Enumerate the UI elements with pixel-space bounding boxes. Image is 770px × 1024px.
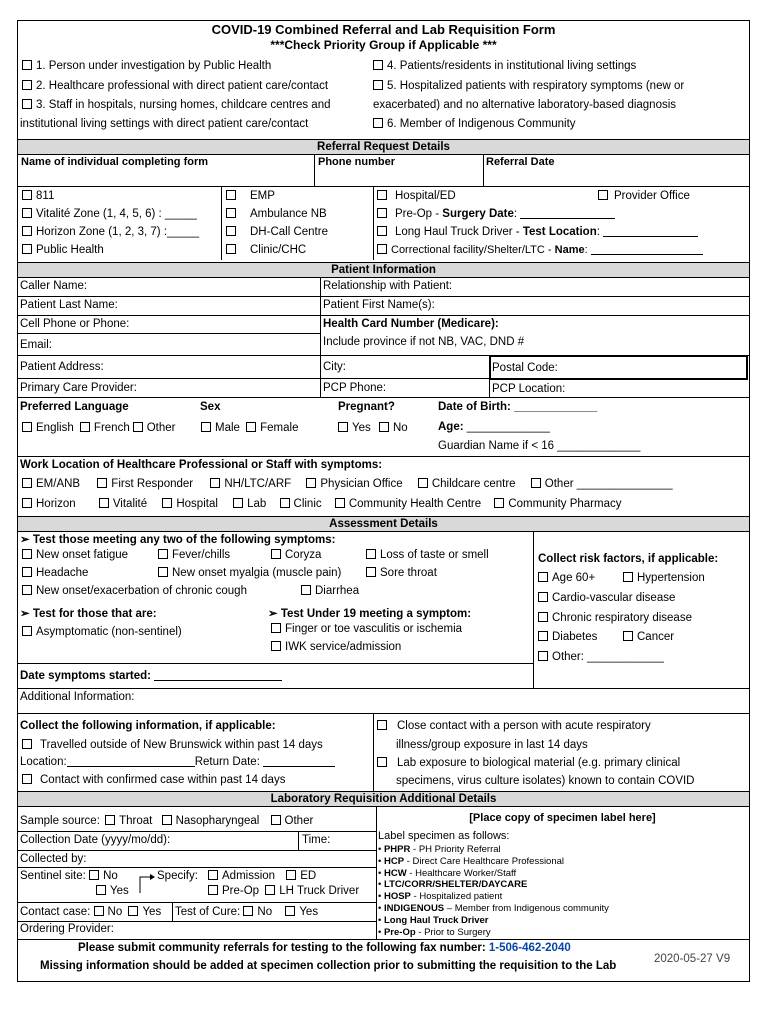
bracket-arrow-icon xyxy=(138,873,158,895)
caller-name[interactable]: Caller Name: xyxy=(20,280,88,292)
arrow-icon: ➢ xyxy=(268,608,281,620)
checkbox[interactable] xyxy=(301,585,311,595)
postal-code: Postal Code: xyxy=(492,362,558,374)
checkbox[interactable] xyxy=(94,906,104,916)
collected-by[interactable]: Collected by: xyxy=(20,853,87,865)
priority-3-cont: institutional living settings with direct patient care/contact xyxy=(20,118,309,130)
checkbox[interactable] xyxy=(89,870,99,880)
checkbox[interactable] xyxy=(97,478,107,488)
checkbox[interactable] xyxy=(379,422,389,432)
checkbox[interactable] xyxy=(22,585,32,595)
symptom-fever[interactable]: Fever/chills xyxy=(158,549,230,561)
label-list xyxy=(378,844,609,938)
version: 2020-05-27 V9 xyxy=(654,953,731,965)
close-contact-cont: illness/group exposure in last 14 days xyxy=(396,739,588,751)
risk-respiratory[interactable]: Chronic respiratory disease xyxy=(538,612,692,624)
ref-preop[interactable]: Pre-Op - Surgery Date: xyxy=(377,208,615,220)
arrow-icon: ➢ xyxy=(20,534,33,546)
ref-811[interactable]: 811 xyxy=(22,190,54,202)
additional-info[interactable]: Additional Information: xyxy=(20,691,135,703)
contact-confirmed[interactable]: Contact with confirmed case within past 14 days xyxy=(22,774,285,786)
checkbox[interactable] xyxy=(623,631,633,641)
risk-age[interactable]: Age 60+ xyxy=(538,572,595,584)
specify-label: Specify: xyxy=(157,870,198,882)
checkbox[interactable] xyxy=(210,478,220,488)
priority-4[interactable]: 4. Patients/residents in institutional living settings xyxy=(373,60,636,72)
priority-5[interactable]: 5. Hospitalized patients with respiratory symptoms (new or xyxy=(373,80,684,92)
ref-haul[interactable]: Long Haul Truck Driver - Test Location: xyxy=(377,226,698,238)
collection-time[interactable]: Time: xyxy=(302,834,331,846)
checkbox[interactable] xyxy=(538,592,548,602)
checkbox[interactable] xyxy=(80,422,90,432)
checkbox[interactable] xyxy=(286,870,296,880)
priority-3[interactable]: 3. Staff in hospitals, nursing homes, childcare centres and xyxy=(22,99,330,111)
travelled[interactable]: Travelled outside of New Brunswick within past 14 days xyxy=(22,739,323,751)
checkbox[interactable] xyxy=(22,244,32,254)
sentinel-site[interactable]: Sentinel site: No xyxy=(20,870,118,882)
relationship[interactable]: Relationship with Patient: xyxy=(323,280,453,292)
patient-last-name[interactable]: Patient Last Name: xyxy=(20,299,118,311)
pcp-phone[interactable]: PCP Phone: xyxy=(323,382,387,394)
assessment-header: Assessment Details xyxy=(18,516,749,532)
checkbox[interactable] xyxy=(246,422,256,432)
label-item: • Pre-Op - Prior to Surgery xyxy=(378,926,491,938)
checkbox[interactable] xyxy=(366,567,376,577)
checkbox[interactable] xyxy=(373,60,383,70)
ordering-provider[interactable]: Ordering Provider: xyxy=(20,923,114,935)
patient-address[interactable]: Patient Address: xyxy=(20,361,104,373)
pregnant-label: Pregnant? xyxy=(338,401,395,413)
lab-header: Laboratory Requisition Additional Details xyxy=(18,791,749,807)
checkbox[interactable] xyxy=(22,549,32,559)
checkbox[interactable] xyxy=(22,60,32,70)
specify-row-1[interactable]: Admission ED xyxy=(208,870,316,882)
close-contact[interactable]: Close contact with a person with acute respiratory xyxy=(377,720,651,732)
checkbox[interactable] xyxy=(271,641,281,651)
checkbox[interactable] xyxy=(377,244,387,254)
contact-case[interactable]: Contact case: No Yes xyxy=(20,906,162,918)
priority-5-cont: exacerbated) and no alternative laboratory-based diagnosis xyxy=(373,99,677,111)
checkbox[interactable] xyxy=(366,549,376,559)
pregnant-options[interactable]: Yes No xyxy=(338,422,408,434)
form xyxy=(17,20,750,982)
work-row-2[interactable]: Horizon Vitalité Hospital Lab Clinic Community Health Centre Community Pharmacy xyxy=(22,498,621,510)
checkbox[interactable] xyxy=(265,885,275,895)
checkbox[interactable] xyxy=(22,626,32,636)
patient-header: Patient Information xyxy=(18,262,749,278)
ref-emp[interactable]: EMP xyxy=(226,190,275,202)
label-item: • HOSP - Hospitalized patient xyxy=(378,891,503,903)
checkbox[interactable] xyxy=(280,498,290,508)
work-location-header: Work Location of Healthcare Professional or Staff with symptoms: xyxy=(20,459,383,471)
sentinel-yes[interactable]: Yes xyxy=(96,885,129,897)
checkbox[interactable] xyxy=(377,226,387,236)
collection-date[interactable]: Collection Date (yyyy/mo/dd): xyxy=(20,834,171,846)
checkbox[interactable] xyxy=(233,498,243,508)
symptom-myalgia[interactable]: New onset myalgia (muscle pain) xyxy=(158,567,341,579)
age-field[interactable]: Age: _____________ xyxy=(438,421,550,433)
checkbox[interactable] xyxy=(335,498,345,508)
patient-first-name[interactable]: Patient First Name(s): xyxy=(323,299,435,311)
label-item: • LTC/CORR/SHELTER/DAYCARE xyxy=(378,879,528,891)
checkbox[interactable] xyxy=(99,498,109,508)
checkbox[interactable] xyxy=(158,567,168,577)
checkbox[interactable] xyxy=(377,757,387,767)
fax-link[interactable]: 1-506-462-2040 xyxy=(488,942,571,954)
checkbox[interactable] xyxy=(226,226,236,236)
checkbox[interactable] xyxy=(96,885,106,895)
cell-phone[interactable]: Cell Phone or Phone: xyxy=(20,318,130,330)
lang-options[interactable]: English French Other xyxy=(22,422,175,434)
collect-header: Collect the following information, if applicable: xyxy=(20,720,276,732)
checkbox[interactable] xyxy=(22,739,32,749)
sex-options[interactable]: Male Female xyxy=(201,422,299,434)
label-item: • INDIGENOUS – Member from Indigenous community xyxy=(378,902,609,914)
ref-horizon[interactable]: Horizon Zone (1, 2, 3, 7) :_____ xyxy=(22,226,199,238)
footer-fax-line: Please submit community referrals for testing to the following fax number: 1-506-462-2040 xyxy=(78,942,571,954)
ref-ambulance[interactable]: Ambulance NB xyxy=(226,208,327,220)
checkbox[interactable] xyxy=(306,478,316,488)
checkbox[interactable] xyxy=(538,631,548,641)
checkbox[interactable] xyxy=(226,208,236,218)
checkbox[interactable] xyxy=(22,478,32,488)
iwk-service[interactable]: IWK service/admission xyxy=(271,641,401,653)
checkbox[interactable] xyxy=(377,208,387,218)
symptom-diarrhea[interactable]: Diarrhea xyxy=(301,585,359,597)
checkbox[interactable] xyxy=(623,572,633,582)
name-label: Name of individual completing form xyxy=(21,156,209,168)
checkbox[interactable] xyxy=(285,906,295,916)
ref-correctional[interactable]: Correctional facility/Shelter/LTC - Name: xyxy=(377,244,703,256)
checkbox[interactable] xyxy=(105,815,115,825)
referral-header: Referral Request Details xyxy=(18,139,749,155)
pcp-location[interactable]: PCP Location: xyxy=(492,383,566,395)
lab-exposure[interactable]: Lab exposure to biological material (e.g. primary clinical xyxy=(377,757,680,769)
arrow-icon: ➢ xyxy=(20,608,33,620)
label-as: Label specimen as follows: xyxy=(378,830,510,842)
risk-header: Collect risk factors, if applicable: xyxy=(538,553,719,565)
checkbox[interactable] xyxy=(373,118,383,128)
lab-exposure-cont: specimens, virus culture isolates) known to contain COVID xyxy=(396,775,695,787)
risk-other[interactable]: Other: ____________ xyxy=(538,651,664,663)
checkbox[interactable] xyxy=(494,498,504,508)
phone-label: Phone number xyxy=(318,156,396,168)
priority-header: ***Check Priority Group if Applicable *** xyxy=(270,38,497,52)
checkbox[interactable] xyxy=(22,80,32,90)
checkbox[interactable] xyxy=(208,885,218,895)
work-row-1[interactable]: EM/ANB First Responder NH/LTC/ARF Physician Office Childcare centre Other _______________ xyxy=(22,478,673,490)
priority-1[interactable]: 1. Person under investigation by Public Health xyxy=(22,60,271,72)
checkbox[interactable] xyxy=(271,815,281,825)
checkbox[interactable] xyxy=(162,498,172,508)
checkbox[interactable] xyxy=(377,190,387,200)
two-symptoms-header: ➢ Test those meeting any two of the following symptoms: xyxy=(20,534,336,546)
test-are-header: ➢ Test for those that are: xyxy=(20,608,157,620)
place-copy: [Place copy of specimen label here] xyxy=(469,812,656,824)
ref-vitalite[interactable]: Vitalité Zone (1, 4, 5, 6) : _____ xyxy=(22,208,197,220)
risk-cancer[interactable]: Cancer xyxy=(623,631,674,643)
referral-date-label: Referral Date xyxy=(486,156,555,168)
checkbox[interactable] xyxy=(271,623,281,633)
sex-label: Sex xyxy=(200,401,221,413)
checkbox[interactable] xyxy=(158,549,168,559)
checkbox[interactable] xyxy=(598,190,608,200)
email[interactable]: Email: xyxy=(20,339,52,351)
label-item: • PHPR - PH Priority Referral xyxy=(378,844,501,855)
symptom-fatigue[interactable]: New onset fatigue xyxy=(22,549,128,561)
ref-public-health[interactable]: Public Health xyxy=(22,244,104,256)
location-return[interactable]: Location: Return Date: xyxy=(20,756,335,768)
symptom-headache[interactable]: Headache xyxy=(22,567,88,579)
checkbox[interactable] xyxy=(338,422,348,432)
label-item: • HCW - Healthcare Worker/Staff xyxy=(378,867,517,879)
priority-6[interactable]: 6. Member of Indigenous Community xyxy=(373,118,576,130)
checkbox[interactable] xyxy=(22,567,32,577)
form-title: COVID-19 Combined Referral and Lab Requisition Form xyxy=(211,22,556,37)
checkbox[interactable] xyxy=(22,208,32,218)
asymptomatic[interactable]: Asymptomatic (non-sentinel) xyxy=(22,626,182,638)
health-card[interactable]: Health Card Number (Medicare): xyxy=(323,318,499,330)
checkbox[interactable] xyxy=(418,478,428,488)
checkbox[interactable] xyxy=(22,190,32,200)
guardian-name[interactable]: Guardian Name if < 16 _____________ xyxy=(438,440,641,452)
checkbox[interactable] xyxy=(22,774,32,784)
checkbox[interactable] xyxy=(128,906,138,916)
test-of-cure[interactable]: Test of Cure: No Yes xyxy=(175,906,319,918)
ref-provider-office[interactable]: Provider Office xyxy=(598,190,690,202)
city[interactable]: City: xyxy=(323,361,346,373)
ref-dh-call[interactable]: DH-Call Centre xyxy=(226,226,328,238)
checkbox[interactable] xyxy=(22,99,32,109)
checkbox[interactable] xyxy=(271,549,281,559)
checkbox[interactable] xyxy=(201,422,211,432)
risk-cardio[interactable]: Cardio-vascular disease xyxy=(538,592,675,604)
checkbox[interactable] xyxy=(243,906,253,916)
checkbox[interactable] xyxy=(22,422,32,432)
symptom-coryza[interactable]: Coryza xyxy=(271,549,321,561)
priority-2[interactable]: 2. Healthcare professional with direct patient care/contact xyxy=(22,80,328,92)
date-symptoms-started[interactable]: Date symptoms started: xyxy=(20,670,282,682)
checkbox[interactable] xyxy=(531,478,541,488)
date-of-birth[interactable]: Date of Birth: _____________ xyxy=(438,401,598,413)
symptom-cough[interactable]: New onset/exacerbation of chronic cough xyxy=(22,585,247,597)
checkbox[interactable] xyxy=(208,870,218,880)
checkbox[interactable] xyxy=(538,612,548,622)
footer-missing-info: Missing information should be added at specimen collection prior to submitting the requisition to the Lab xyxy=(40,960,617,972)
risk-hypertension[interactable]: Hypertension xyxy=(623,572,705,584)
ref-clinic[interactable]: Clinic/CHC xyxy=(226,244,306,256)
symptom-taste[interactable]: Loss of taste or smell xyxy=(366,549,489,561)
checkbox[interactable] xyxy=(538,651,548,661)
symptom-sore-throat[interactable]: Sore throat xyxy=(366,567,437,579)
primary-care-provider[interactable]: Primary Care Provider: xyxy=(20,382,137,394)
checkbox[interactable] xyxy=(133,422,143,432)
label-item: • Long Haul Truck Driver xyxy=(378,914,489,926)
specify-row-2[interactable]: Pre-Op LH Truck Driver xyxy=(208,885,359,897)
checkbox[interactable] xyxy=(377,720,387,730)
preferred-language-label: Preferred Language xyxy=(20,401,129,413)
checkbox[interactable] xyxy=(538,572,548,582)
ref-hospital[interactable]: Hospital/ED xyxy=(377,190,456,202)
sample-source[interactable]: Sample source: Throat Nasopharyngeal Other xyxy=(20,815,314,827)
checkbox[interactable] xyxy=(162,815,172,825)
under-19-header: ➢ Test Under 19 meeting a symptom: xyxy=(268,608,472,620)
checkbox[interactable] xyxy=(373,80,383,90)
checkbox[interactable] xyxy=(22,226,32,236)
label-item: • HCP - Direct Care Healthcare Professional xyxy=(378,855,565,867)
risk-diabetes[interactable]: Diabetes xyxy=(538,631,597,643)
checkbox[interactable] xyxy=(226,244,236,254)
checkbox[interactable] xyxy=(226,190,236,200)
include-province: Include province if not NB, VAC, DND # xyxy=(323,336,525,348)
vasculitis[interactable]: Finger or toe vasculitis or ischemia xyxy=(271,623,462,635)
checkbox[interactable] xyxy=(22,498,32,508)
